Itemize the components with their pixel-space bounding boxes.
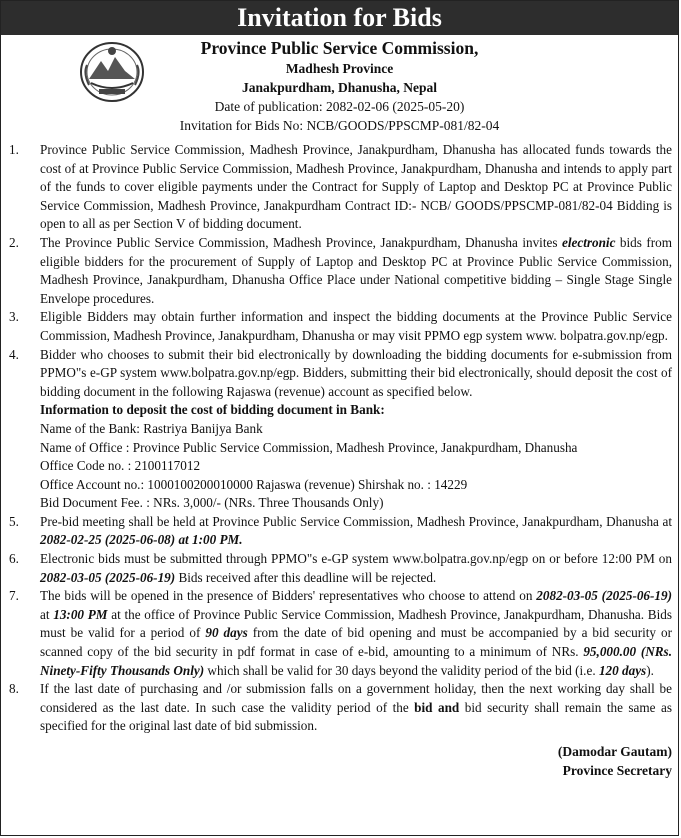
clause-emphasis: 2082-02-25 (2025-06-08) at 1:00 PM. [40,532,243,548]
signature-block [1,742,678,780]
clause-4 [1,346,672,402]
clause-emphasis: 95,000.00 (NRs. Ninety-Fifty Thousands Only) [40,644,672,678]
clause-number: 4. [9,346,19,362]
clause-emphasis: 2082-03-05 (2025-06-19) [40,569,176,585]
clause-text: Province Public Service Commission, Madhesh Province, Janakpurdham, Dhanusha has allocated funds towards the cost of at Province Public Service Commission, Madhesh Province, Janakpurdham, Dhanusha and intends to apply part of the funds to cover eligible payments under the Contract for Supply of Laptop and Desktop PC at Province Public Service Commission, Madhesh Province, Janakpurdham Contract ID:- NCB/ GOODS/PPSCMP-081/82-04 Bidding is open to all as per Section V of bidding document. [40,142,672,232]
nepal-emblem-icon [79,41,145,103]
clause-text: ). [646,662,654,678]
clause-number: 8. [9,681,19,697]
clause-emphasis: bid and [414,699,460,715]
office-name: Name of Office : Province Public Service Commission, Madhesh Province, Janakpurdham, Dhanusha [40,439,578,455]
organization-name: Province Public Service Commission, [200,38,479,58]
clause-number: 2. [9,234,19,250]
clause-list [1,141,678,401]
bid-document-fee: Bid Document Fee. : NRs. 3,000/- (NRs. Three Thousands Only) [40,495,384,511]
clause-emphasis: 2082-03-05 (2025-06-19) [536,588,672,604]
office-account: Office Account no.: 1000100200010000 Rajaswa (revenue) Shirshak no. : 14229 [40,476,468,492]
clause-text: Bidder who chooses to submit their bid electronically by downloading the bidding documents for e-submission from PPMO"s e-GP system www.bolpatra.gov.np/egp. Bidders, submitting their bid electronically, should deposit the cost of bidding document in the following Rajaswa (revenue) account as specified below. [40,346,672,399]
clause-text: bid security shall remain the same as specified for the original last date of bid submission. [40,699,672,734]
clause-text: If the last date of purchasing and /or submission falls on a government holiday, then the next working day shall be considered as the last date. In such case the validity period of the [40,681,672,715]
clause-text: from the date of bid opening and must be accompanied by a bid security or scanned copy of the bid security in pdf format in case of e-bid, amounting to a minimum of NRs. [40,625,672,660]
signatory-name: (Damodar Gautam) [557,744,672,759]
notice-header [1,37,678,141]
clause-2 [1,234,672,308]
clause-7 [1,587,672,680]
clause-text: which shall be valid for 30 days beyond the validity period of the bid (i.e. [204,662,599,678]
clause-emphasis: 13:00 PM [53,606,108,622]
clause-emphasis: 120 days [598,662,647,678]
publication-date: Date of publication: 2082-02-06 (2025-05-20) [214,99,465,114]
clause-text: Electronic bids must be submitted through PPMO"s e-GP system www.bolpatra.gov.np/egp on or before 12:00 PM on [40,551,672,567]
clause-number: 6. [9,551,19,567]
clause-5 [1,513,672,550]
province-name: Madhesh Province [285,61,394,76]
bank-info [1,401,678,513]
clause-text: Eligible Bidders may obtain further information and inspect the bidding documents at the Province Public Service Commission, Madhesh Province, Janakpurdham, Dhanusha or may visit PPMO egp system www. bolpatra.gov.np/egp. [40,309,672,343]
bank-info-heading: Information to deposit the cost of bidding document in Bank: [40,402,385,418]
clause-number: 1. [9,142,19,157]
office-code: Office Code no. : 2100117012 [40,458,201,474]
location-line: Janakpurdham, Dhanusha, Nepal [241,80,438,95]
ifb-number: Invitation for Bids No: NCB/GOODS/PPSCMP-081/82-04 [179,118,500,133]
clause-list-continued [1,513,678,736]
clause-3 [1,308,672,345]
clause-text: Pre-bid meeting shall be held at Province Public Service Commission, Madhesh Province, Janakpurdham, Dhanusha at [40,513,672,529]
signatory-title: Province Secretary [562,763,672,778]
clause-8 [1,680,672,736]
clause-number: 3. [9,309,19,325]
clause-1 [1,141,672,234]
clause-text: The bids will be opened in the presence of Bidders' representatives who choose to attend on [40,588,537,604]
clause-text: at [40,606,54,622]
clause-emphasis: electronic [561,234,616,250]
clause-text: The Province Public Service Commission, Madhesh Province, Janakpurdham, Dhanusha invites [40,234,562,250]
clause-text: bids from eligible bidders for the procurement of Supply of Laptop and Desktop PC at Province Public Service Commission, Madhesh Province, Janakpurdham, Dhanusha Office Place under National competitive bidding – Single Stage Single Envelope procedures. [40,234,673,306]
clause-number: 5. [9,513,19,529]
clause-number: 7. [9,588,19,604]
banner-title: Invitation for Bids [1,1,678,35]
clause-6 [1,550,672,587]
bank-name: Name of the Bank: Rastriya Banijya Bank [40,420,263,436]
clause-emphasis: 90 days [205,625,248,641]
clause-text: Bids received after this deadline will be rejected. [175,569,437,585]
clause-text: at the office of Province Public Service Commission, Madhesh Province, Janakpurdham, Dhanusha. Bids must be valid for a period of [40,606,672,641]
